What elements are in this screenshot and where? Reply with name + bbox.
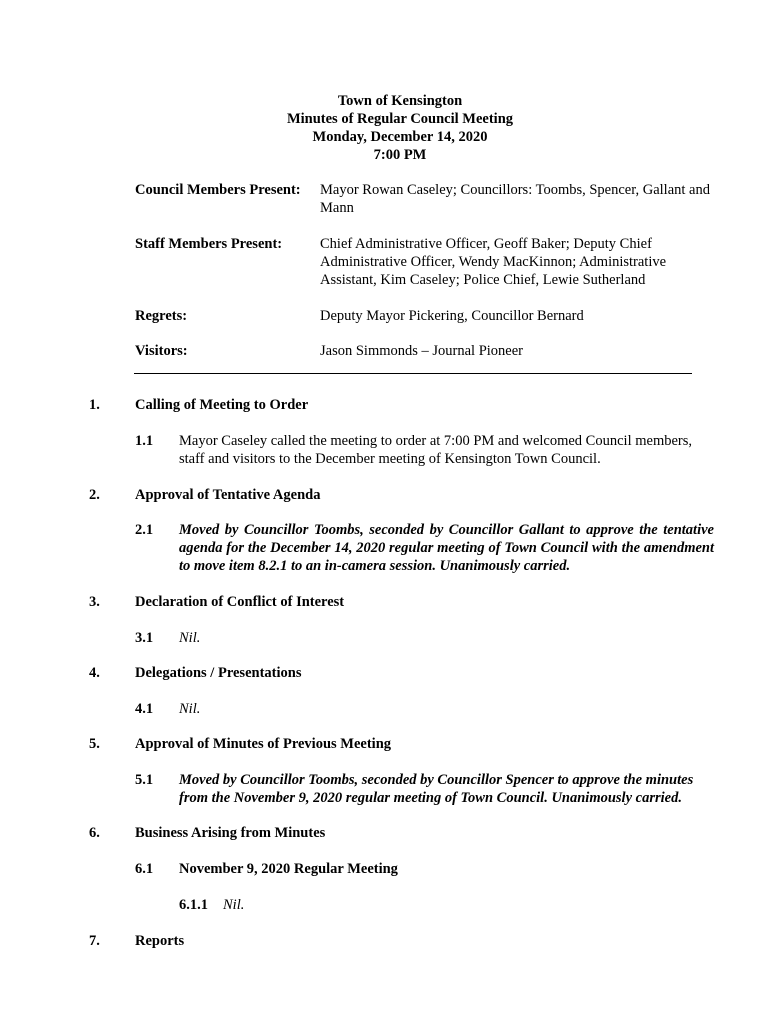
item-text: Nil. <box>179 701 201 717</box>
section-number: 6. <box>89 825 100 841</box>
item-heading: November 9, 2020 Regular Meeting <box>179 861 398 877</box>
motion-text: Moved by Councillor Toombs, seconded by Councillor Gallant to approve the tentative agenda for the December 14, 2020 regular meeting of Town Council with the amendment to move item 8.2.1 to an in-camera session. Unanimously carried. <box>179 522 714 574</box>
section-title: Reports <box>135 933 185 949</box>
motion-text: Moved by Councillor Toombs, seconded by Councillor Spencer to approve the minutes from the November 9, 2020 regular meeting of Town Council. Unanimously carried. <box>179 772 694 806</box>
section-number: 1. <box>89 397 100 413</box>
horizontal-rule <box>134 373 692 374</box>
item-number: 6.1 <box>135 861 154 877</box>
meeting-time: 7:00 PM <box>373 147 427 163</box>
item-number: 5.1 <box>135 772 154 788</box>
section-title: Delegations / Presentations <box>135 665 302 681</box>
attendance-label: Visitors: <box>135 343 188 359</box>
town-name: Town of Kensington <box>337 93 463 109</box>
attendance-value: Chief Administrative Officer, Geoff Baker; Deputy Chief Administrative Officer, Wendy MacKinnon; Administrative Assistant, Kim Caseley; Police Chief, Lewie Sutherland <box>320 236 667 288</box>
section-number: 3. <box>89 594 100 610</box>
item-text: Nil. <box>179 630 201 646</box>
attendance-label: Council Members Present: <box>135 182 301 198</box>
subitem-text: Nil. <box>223 897 245 913</box>
meeting-date: Monday, December 14, 2020 <box>312 129 488 145</box>
section-title: Business Arising from Minutes <box>135 825 326 841</box>
attendance-label: Staff Members Present: <box>135 236 283 252</box>
attendance-value: Jason Simmonds – Journal Pioneer <box>320 343 523 359</box>
section-title: Declaration of Conflict of Interest <box>135 594 345 610</box>
attendance-value: Deputy Mayor Pickering, Councillor Bernard <box>320 308 584 324</box>
section-title: Approval of Tentative Agenda <box>135 487 321 503</box>
section-number: 5. <box>89 736 100 752</box>
document-header <box>200 92 600 164</box>
section-title: Calling of Meeting to Order <box>135 397 309 413</box>
section-number: 7. <box>89 933 100 949</box>
subitem-number: 6.1.1 <box>179 897 208 913</box>
item-number: 2.1 <box>135 522 154 538</box>
section-title: Approval of Minutes of Previous Meeting <box>135 736 392 752</box>
attendance-label: Regrets: <box>135 308 188 324</box>
section-number: 4. <box>89 665 100 681</box>
item-number: 3.1 <box>135 630 154 646</box>
meeting-title: Minutes of Regular Council Meeting <box>286 111 514 127</box>
section-number: 2. <box>89 487 100 503</box>
item-text: Mayor Caseley called the meeting to order at 7:00 PM and welcomed Council members, staff and visitors to the December meeting of Kensington Town Council. <box>179 433 693 467</box>
item-number: 1.1 <box>135 433 154 449</box>
item-number: 4.1 <box>135 701 154 717</box>
attendance-value: Mayor Rowan Caseley; Councillors: Toombs, Spencer, Gallant and Mann <box>320 182 710 216</box>
